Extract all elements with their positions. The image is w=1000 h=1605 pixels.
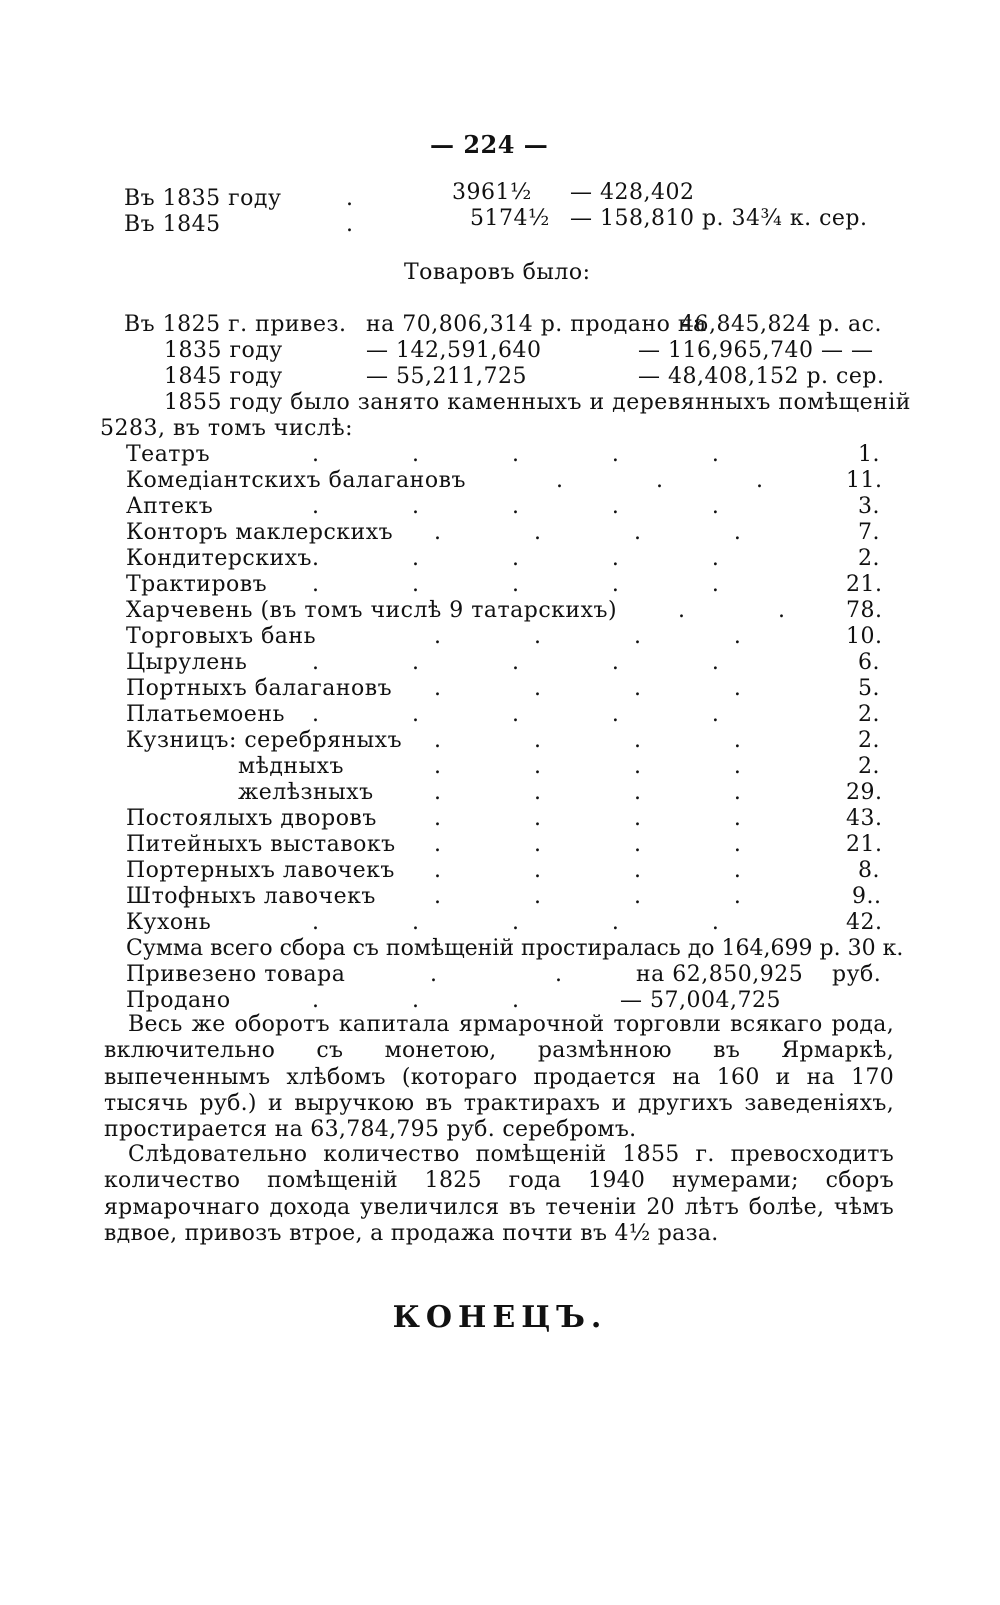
leader-dots: . . . . [434, 520, 759, 545]
list-item: Кондитерскихъ [126, 546, 313, 571]
list-item-value: 11. [846, 468, 883, 493]
list-item-value: 21. [846, 572, 883, 597]
list-item: Трактировъ [126, 572, 268, 597]
list-item-value: 3. [858, 494, 880, 519]
leader-dots: . . . . . [312, 546, 737, 571]
goods-row-year: 1845 году [164, 364, 283, 389]
list-item: Портныхъ балагановъ [126, 676, 393, 701]
list-item: Харчевень (въ томъ числѣ 9 татарскихъ) [126, 598, 618, 623]
leader-dots: . . . [556, 468, 781, 493]
leader-dots: . [346, 186, 371, 211]
list-item-value: 5. [858, 676, 880, 701]
leader-dots: . [346, 212, 371, 237]
page-number: — 224 — [430, 130, 549, 159]
sales-row-qty: 5174½ [470, 206, 550, 231]
list-item: Портерныхъ лавочекъ [126, 858, 395, 883]
leader-dots: . . . . . [312, 442, 737, 467]
leader-dots: . . . [312, 988, 537, 1013]
list-item: Постоялыхъ дворовъ [126, 806, 377, 831]
leader-dots: . . . . [434, 832, 759, 857]
leader-dots: . . . . [434, 754, 759, 779]
leader-dots: . . [430, 962, 580, 987]
sales-row-amount: — 428,402 [570, 180, 695, 205]
goods-row-year: 1835 году [164, 338, 283, 363]
list-item: Кузницъ: серебряныхъ [126, 728, 403, 753]
import-value: на 62,850,925 [636, 962, 804, 987]
paragraph: Слѣдовательно количество помѣщеній 1855 г. превосходитъ количество помѣщеній 1825 года 1940 нумерами; сборъ ярмарочнаго дохода увеличился въ теченіи 20 лѣтъ болѣе, чѣмъ вдвое, привозъ втрое, а продажа почти въ 4½ раза. [104, 1142, 894, 1246]
goods-row-brought: — 55,211,725 [366, 364, 527, 389]
list-item-value: 9.. [852, 884, 882, 909]
list-item-value: 6. [858, 650, 880, 675]
leader-dots: . . . . [434, 624, 759, 649]
leader-dots: . . . . . [312, 572, 737, 597]
leader-dots: . . . . [434, 858, 759, 883]
list-item: мѣдныхъ [238, 754, 345, 779]
list-item-value: 21. [846, 832, 883, 857]
list-item-value: 7. [858, 520, 880, 545]
goods-row-sold: — 48,408,152 р. сер. [638, 364, 885, 389]
leader-dots: . . . . . [312, 494, 737, 519]
leader-dots: . . . . [434, 884, 759, 909]
leader-dots: . . . . . [312, 650, 737, 675]
premises-intro: 5283, въ томъ числѣ: [100, 416, 354, 441]
list-item: Кухонь [126, 910, 212, 935]
list-item: Конторъ маклерскихъ [126, 520, 394, 545]
leader-dots: . . . . . [312, 910, 737, 935]
end-heading: КОНЕЦЪ. [392, 1300, 608, 1335]
leader-dots: . . . . . [312, 702, 737, 727]
list-item-value: 42. [846, 910, 883, 935]
goods-row-brought: на 70,806,314 р. продано на [366, 312, 707, 337]
leader-dots: . . . . [434, 806, 759, 831]
list-item: Штофныхъ лавочекъ [126, 884, 376, 909]
list-item: Аптекъ [126, 494, 214, 519]
sold-label: Продано [126, 988, 231, 1013]
list-item-value: 1. [858, 442, 880, 467]
goods-row-sold: 46,845,824 р. ас. [680, 312, 882, 337]
goods-row-brought: — 142,591,640 [366, 338, 542, 363]
list-item-value: 2. [858, 546, 880, 571]
list-item: Театръ [126, 442, 211, 467]
list-item-value: 10. [846, 624, 883, 649]
goods-row-sold: — 116,965,740 — — [638, 338, 874, 363]
list-item-value: 2. [858, 728, 880, 753]
import-label: Привезено товара [126, 962, 346, 987]
leader-dots: . . [678, 598, 803, 623]
list-item-value: 2. [858, 702, 880, 727]
goods-row-year: Въ 1825 г. привез. [124, 312, 347, 337]
list-item-value: 29. [846, 780, 883, 805]
premises-intro: 1855 году было занято каменныхъ и деревянныхъ помѣщеній [164, 390, 911, 415]
list-item-value: 43. [846, 806, 883, 831]
list-item: Питейныхъ выставокъ [126, 832, 396, 857]
sales-row-year: Въ 1845 [124, 212, 221, 237]
list-item: желѣзныхъ [238, 780, 374, 805]
list-item: Цырулень [126, 650, 248, 675]
sales-row-year: Въ 1835 году [124, 186, 282, 211]
leader-dots: . . . . [434, 728, 759, 753]
list-item: Торговыхъ бань [126, 624, 317, 649]
import-unit: руб. [832, 962, 882, 987]
leader-dots: . . . . [434, 676, 759, 701]
sales-row-qty: 3961½ [452, 180, 532, 205]
leader-dots: . . . . [434, 780, 759, 805]
list-item-value: 8. [858, 858, 880, 883]
list-item-value: 78. [846, 598, 883, 623]
sold-value: — 57,004,725 [620, 988, 781, 1013]
sales-row-amount: — 158,810 р. 34¾ к. сер. [570, 206, 868, 231]
list-item: Комедіантскихъ балагановъ [126, 468, 466, 493]
paragraph: Весь же оборотъ капитала ярмарочной торговли всякаго рода, включительно съ монетою, размѣнною въ Ярмаркѣ, выпеченнымъ хлѣбомъ (котораго продается на 160 и на 170 тысячь руб.) и выручкою въ трактирахъ и другихъ заведеніяхъ, простирается на 63,784,795 руб. серебромъ. [104, 1012, 894, 1143]
list-item-value: 2. [858, 754, 880, 779]
goods-heading: Товаровъ было: [404, 260, 591, 285]
sum-line: Сумма всего сбора съ помѣщеній простиралась до 164,699 р. 30 к. [126, 936, 904, 961]
list-item: Платьемоень [126, 702, 285, 727]
